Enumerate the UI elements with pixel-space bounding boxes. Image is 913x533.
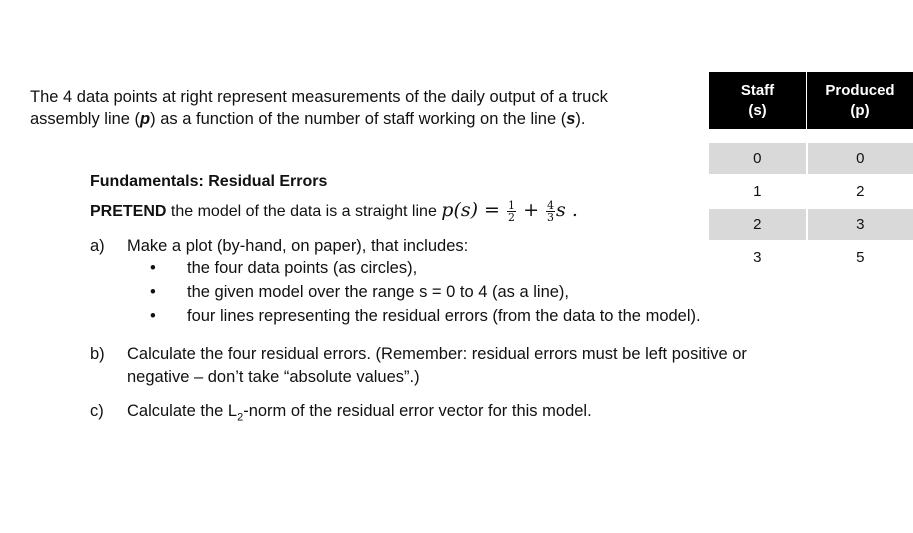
table-spacer [709, 129, 913, 142]
model-formula: p(s) = $\frac{1}{2}$ + $\frac{4}{3}$ s . [441, 198, 578, 224]
table-header-row [709, 72, 913, 129]
table-row: 2 3 [709, 208, 913, 241]
header-staff: Staff (s) [709, 72, 807, 129]
pretend-statement: PRETEND the model of the data is a straight line p(s) = $\frac{1}{2}$ + $\frac{4}{3}$ s . [90, 198, 578, 224]
bullet-icon: • [150, 307, 156, 325]
var-p: p [140, 110, 151, 128]
header-produced: Produced (p) [807, 72, 913, 129]
bullet-icon: • [150, 283, 156, 301]
table-row: 3 5 [709, 241, 913, 273]
fraction-one-half: $\frac{1}{2}$ [508, 198, 516, 224]
table-row: 0 0 [709, 142, 913, 175]
intro-line-2: assembly line (p) as a function of the number of staff working on the line (s). [30, 110, 586, 128]
data-table [709, 72, 913, 273]
intro-line-1: The 4 data points at right represent measurements of the daily output of a truck [30, 88, 608, 106]
table-row: 1 2 [709, 175, 913, 208]
intro-paragraph [30, 86, 700, 130]
var-s: s [566, 110, 576, 128]
fraction-four-thirds: $\frac{4}{3}$ [547, 198, 555, 224]
section-title: Fundamentals: Residual Errors [90, 173, 328, 190]
bullet-icon: • [150, 259, 156, 277]
